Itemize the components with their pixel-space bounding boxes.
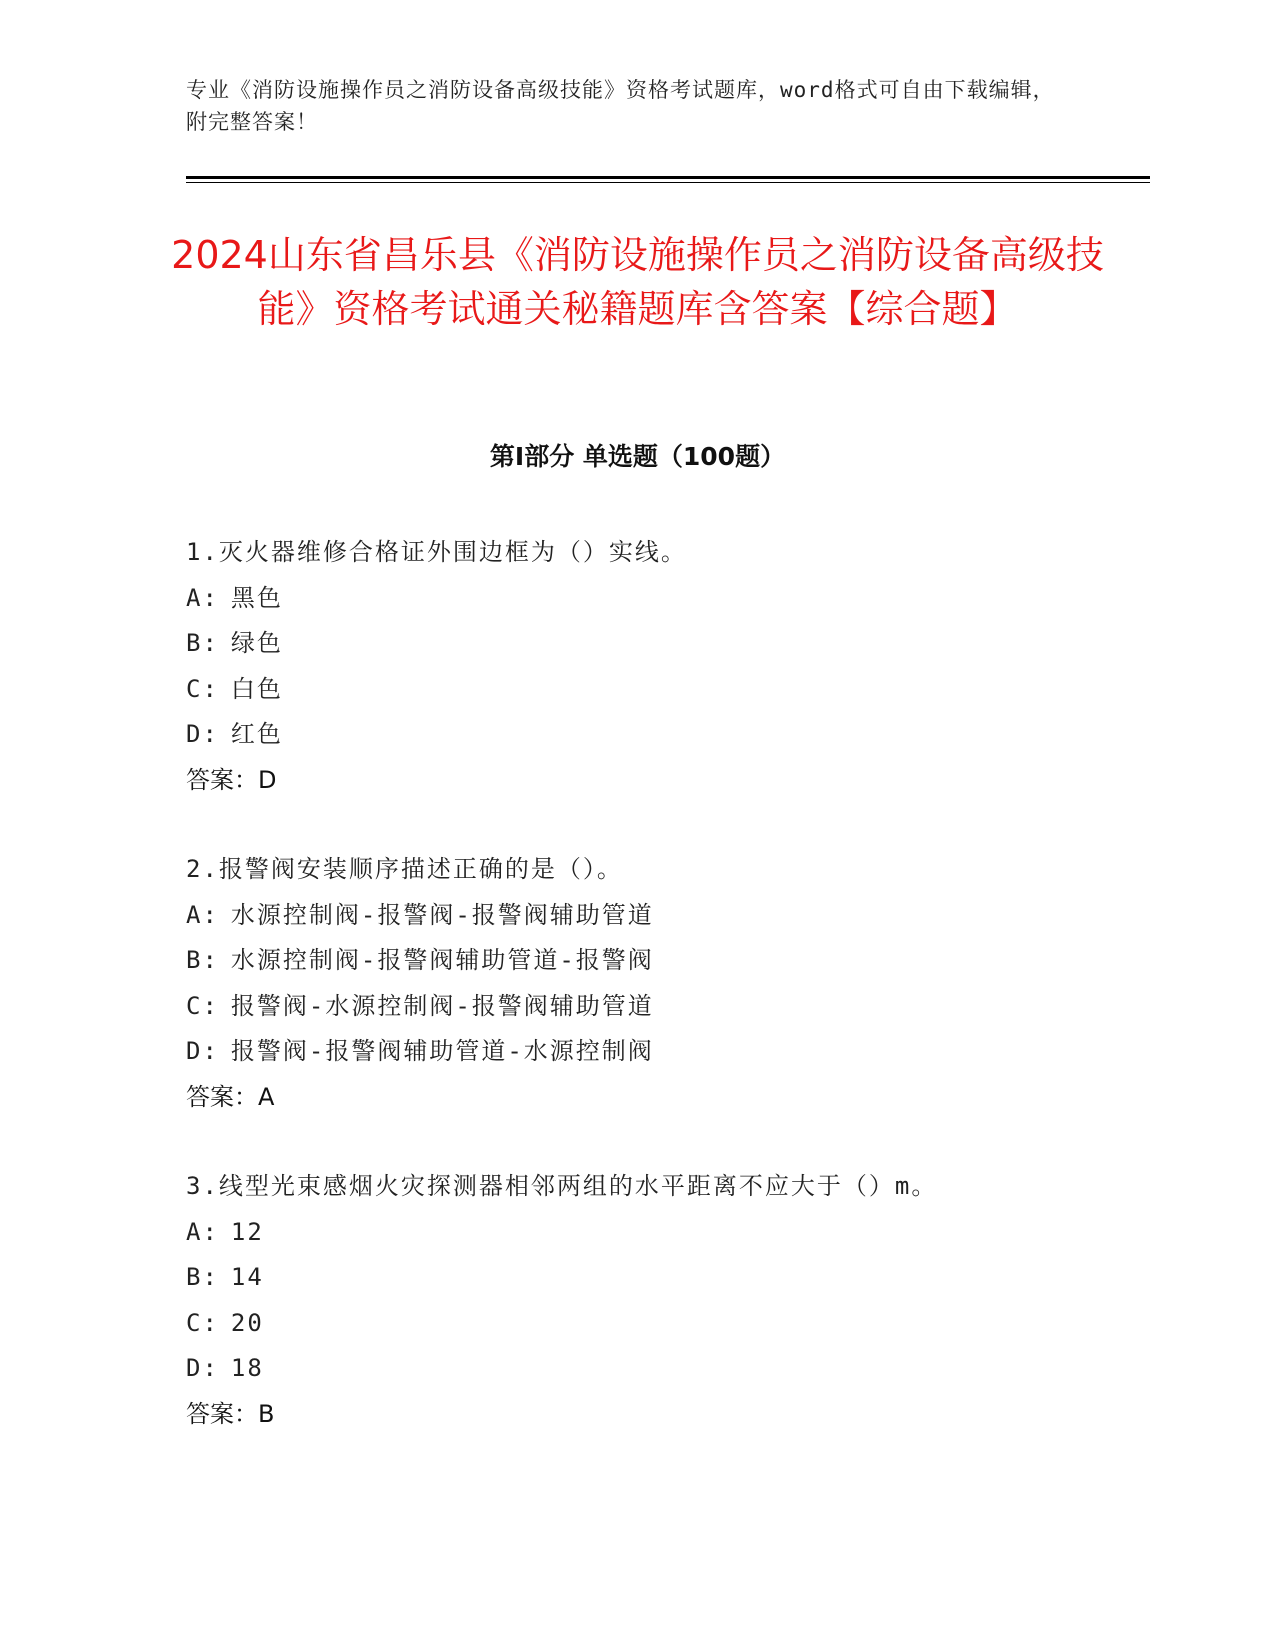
option-text: 报警阀-水源控制阀-报警阀辅助管道 (230, 991, 654, 1020)
option-text: 水源控制阀-报警阀辅助管道-报警阀 (230, 946, 654, 974)
option-c: C: 报警阀-水源控制阀-报警阀辅助管道 (186, 984, 1106, 1030)
option-text: 报警阀-报警阀辅助管道-水源控制阀 (230, 1037, 654, 1065)
answer: 答案：A (186, 1082, 275, 1111)
option-key: C (186, 1308, 203, 1337)
question-list (186, 530, 1106, 1481)
question-stem: 2.报警阀安装顺序描述正确的是（）。 (186, 855, 623, 883)
section-heading: 第I部分 单选题（100题） (489, 442, 786, 471)
option-text: 12 (230, 1217, 264, 1246)
option-key: A (186, 583, 203, 612)
document-title: 2024山东省昌乐县《消防设施操作员之消防设备高级技能》资格考试通关秘籍题库含答案【综合题】 (171, 233, 1104, 331)
option-d: D: 18 (186, 1346, 1106, 1392)
option-a: A: 黑色 (186, 576, 1106, 622)
option-key: B (186, 1263, 203, 1291)
option-text: 白色 (230, 674, 283, 703)
option-key: D (186, 1354, 203, 1382)
question-stem: 1.灭火器维修合格证外围边框为（）实线。 (186, 538, 687, 566)
question-2 (186, 847, 1106, 1120)
option-text: 14 (230, 1263, 264, 1291)
option-d: D: 红色 (186, 712, 1106, 758)
header-divider-thin (186, 182, 1150, 183)
header-note: 专业《消防设施操作员之消防设备高级技能》资格考试题库，word格式可自由下载编辑，附完整答案！ (186, 78, 1055, 134)
option-text: 黑色 (230, 583, 283, 612)
answer: 答案：D (186, 765, 277, 794)
option-text: 水源控制阀-报警阀-报警阀辅助管道 (230, 900, 654, 929)
option-key: A (186, 1217, 203, 1246)
header-divider-thick (186, 176, 1150, 179)
option-text: 18 (230, 1354, 264, 1382)
question-stem: 3.线型光束感烟火灾探测器相邻两组的水平距离不应大于（）m。 (186, 1172, 938, 1200)
option-a: A: 水源控制阀-报警阀-报警阀辅助管道 (186, 893, 1106, 939)
question-3 (186, 1164, 1106, 1437)
option-text: 20 (230, 1308, 264, 1337)
option-b: B: 水源控制阀-报警阀辅助管道-报警阀 (186, 938, 1106, 984)
option-d: D: 报警阀-报警阀辅助管道-水源控制阀 (186, 1029, 1106, 1075)
option-b: B: 14 (186, 1255, 1106, 1301)
option-c: C: 20 (186, 1301, 1106, 1347)
option-text: 红色 (230, 720, 283, 748)
option-key: B (186, 629, 203, 657)
option-key: D (186, 1037, 203, 1065)
option-key: A (186, 900, 203, 929)
option-key: D (186, 720, 203, 748)
answer: 答案：B (186, 1399, 275, 1428)
option-key: B (186, 946, 203, 974)
option-a: A: 12 (186, 1210, 1106, 1256)
option-text: 绿色 (230, 629, 283, 657)
question-1 (186, 530, 1106, 803)
option-c: C: 白色 (186, 667, 1106, 713)
option-key: C (186, 991, 203, 1020)
option-b: B: 绿色 (186, 621, 1106, 667)
option-key: C (186, 674, 203, 703)
